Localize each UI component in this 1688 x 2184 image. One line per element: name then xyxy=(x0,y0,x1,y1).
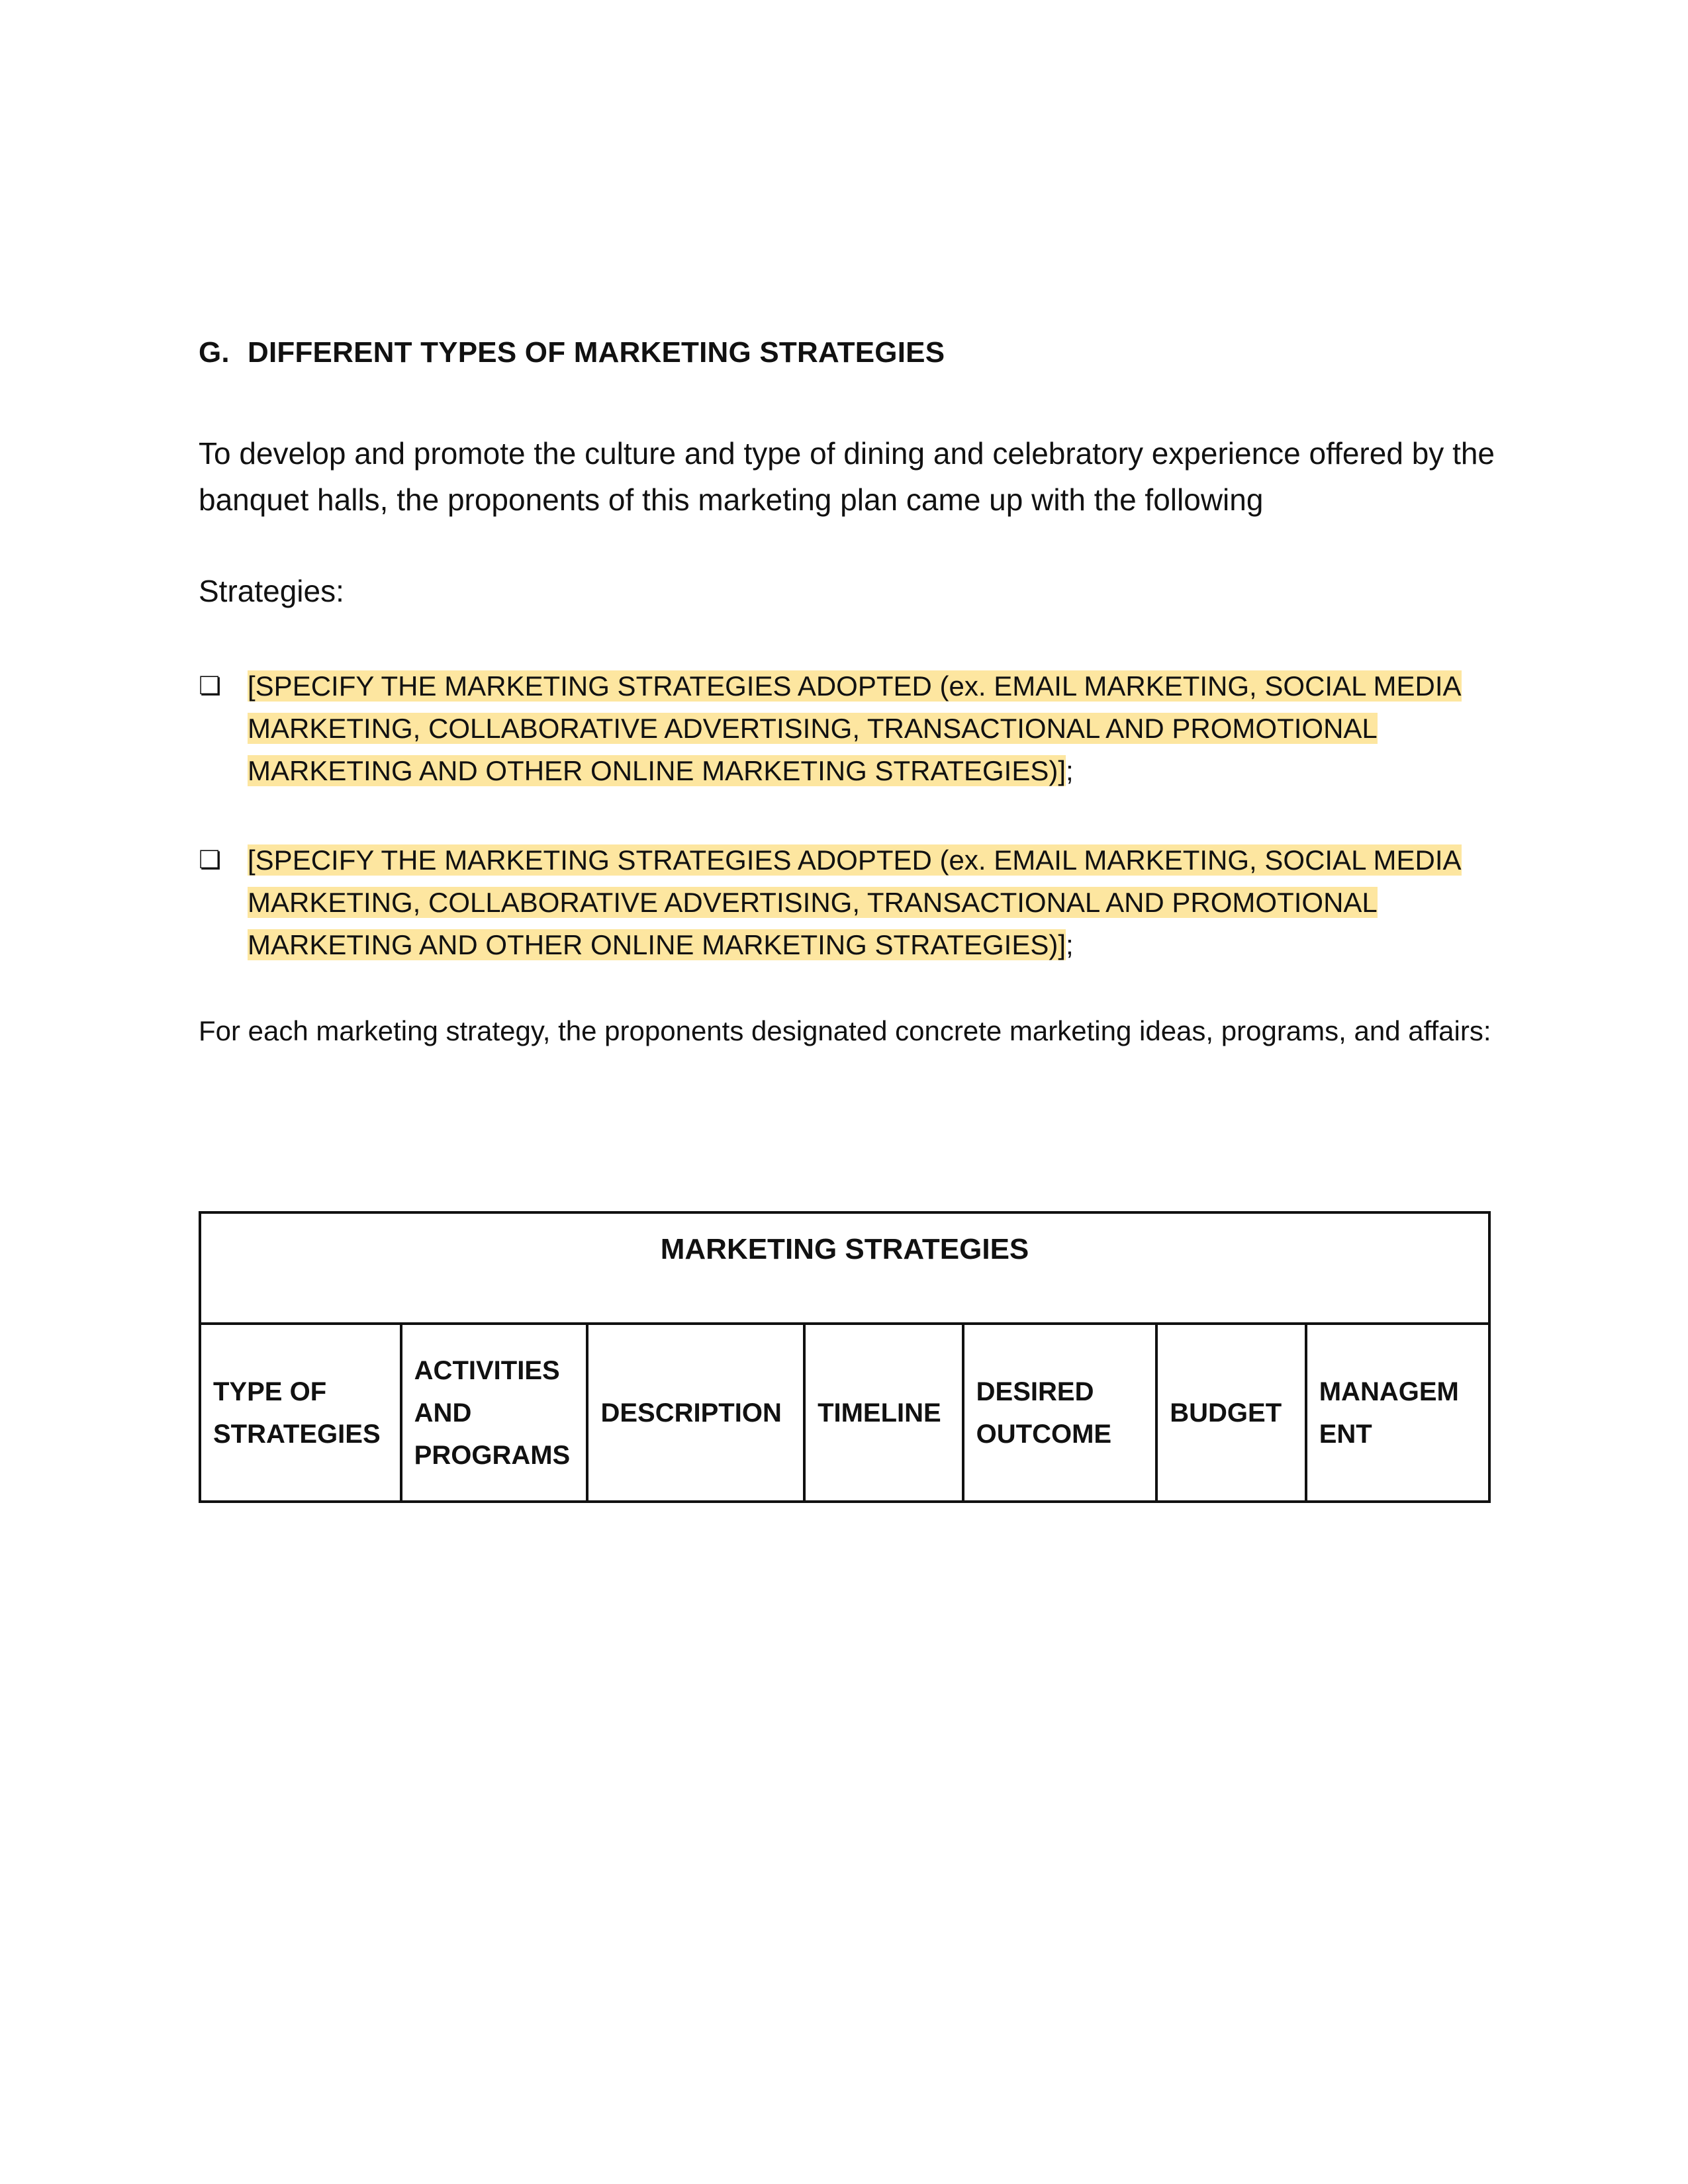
column-header-description: DESCRIPTION xyxy=(587,1324,804,1502)
table-title-row xyxy=(200,1212,1489,1324)
section-number: G. xyxy=(199,336,230,369)
table-title: MARKETING STRATEGIES xyxy=(200,1212,1489,1324)
followup-paragraph: For each marketing strategy, the proponents designated concrete marketing ideas, programs, and affairs: xyxy=(199,1015,1491,1046)
column-header-timeline: TIMELINE xyxy=(804,1324,963,1502)
marketing-strategies-table xyxy=(199,1211,1491,1503)
column-header-type-of-strategies: TYPE OF STRATEGIES xyxy=(200,1324,401,1502)
highlighted-placeholder-text: [SPECIFY THE MARKETING STRATEGIES ADOPTED (ex. EMAIL MARKETING, SOCIAL MEDIA MARKETING, COLLABORATIVE ADVERTISING, TRANSACTIONAL AND PROMOTIONAL MARKETING AND OTHER ONLINE MARKETING STRATEGIES)] xyxy=(248,670,1462,786)
bullet-text-container xyxy=(248,839,1492,966)
section-heading xyxy=(199,336,945,369)
column-header-management: MANAGEM ENT xyxy=(1306,1324,1489,1502)
strategies-label: Strategies: xyxy=(199,574,344,608)
highlighted-placeholder-text: [SPECIFY THE MARKETING STRATEGIES ADOPTED (ex. EMAIL MARKETING, SOCIAL MEDIA MARKETING, COLLABORATIVE ADVERTISING, TRANSACTIONAL AND PROMOTIONAL MARKETING AND OTHER ONLINE MARKETING STRATEGIES)] xyxy=(248,844,1462,960)
section-title: DIFFERENT TYPES OF MARKETING STRATEGIES xyxy=(248,336,945,369)
bullet-suffix: ; xyxy=(1066,929,1074,960)
column-header-activities-and-programs: ACTIVITIES AND PROGRAMS xyxy=(401,1324,588,1502)
checkbox-bullet-icon: ❏ xyxy=(199,672,222,700)
table-header-row xyxy=(200,1324,1489,1502)
bullet-text-container xyxy=(248,665,1492,792)
column-header-budget: BUDGET xyxy=(1156,1324,1306,1502)
intro-paragraph: To develop and promote the culture and type of dining and celebratory experience offered by the banquet halls, the proponents of this marketing plan came up with the following xyxy=(199,436,1495,517)
bullet-suffix: ; xyxy=(1066,755,1074,786)
checkbox-bullet-icon: ❏ xyxy=(199,846,222,874)
column-header-desired-outcome: DESIRED OUTCOME xyxy=(963,1324,1157,1502)
